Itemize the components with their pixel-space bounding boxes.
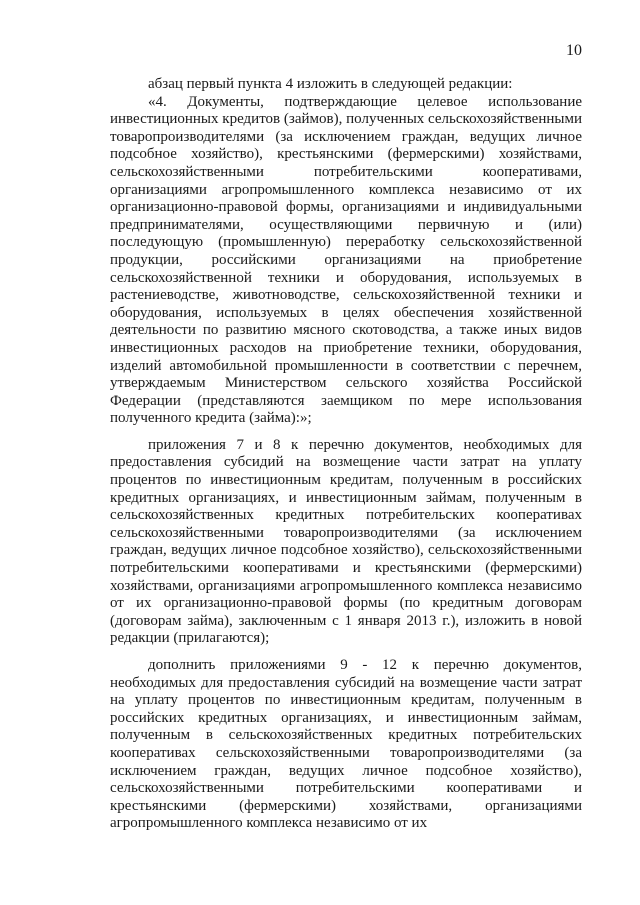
paragraph-item-4: «4. Документы, подтверждающие целевое использование инвестиционных кредитов (займов), полученных сельскохозяйственными товаропроизводителями (за исключением граждан, ведущих личное подсобное хозяйство), крестьянскими (фермерскими) хозяйствами, сельскохозяйственными потребительскими кооперативами, организациями агропромышленного комплекса независимо от их организационно-правовой формы, организациями и индивидуальными предпринимателями, осуществляющими первичную и (или) последующую (промышленную) переработку сельскохозяйственной продукции, российскими организациями на приобретение сельскохозяйственной техники и оборудования, используемых в растениеводстве, животноводстве, сельскохозяйственной техники и оборудования, используемых в целях обеспечения хозяйственной деятельности по развитию мясного скотоводства, а также иных видов инвестиционных расходов на приобретение техники, оборудования, изделий автомобильной промышленности в соответствии с перечнем, утверждаемым Министерством сельского хозяйства Российской Федерации (представляются заемщиком по мере использования полученного кредита (займа):»; xyxy=(110,93,582,427)
document-body xyxy=(110,76,582,833)
paragraph-intro: абзац первый пункта 4 изложить в следующей редакции: xyxy=(148,76,513,92)
paragraph-appendices-7-8: приложения 7 и 8 к перечню документов, необходимых для предоставления субсидий на возмещение части затрат на уплату процентов по инвестиционным кредитам, полученным в российских кредитных организациях, и инвестиционным займам, полученным в сельскохозяйственных кредитных потребительских кооперативах сельскохозяйственными товаропроизводителями (за исключением граждан, ведущих личное подсобное хозяйство), сельскохозяйственными потребительскими кооперативами и крестьянскими (фермерскими) хозяйствами, организациями агропромышленного комплекса независимо от их организационно-правовой формы (по кредитным договорам (договорам займа), заключенным с 1 января 2013 г.), изложить в новой редакции (прилагаются); xyxy=(110,436,582,647)
page-number: 10 xyxy=(566,42,582,59)
paragraph-appendices-9-12: дополнить приложениями 9 - 12 к перечню документов, необходимых для предоставления субсидий на возмещение части затрат на уплату процентов по инвестиционным кредитам, полученным в российских кредитных организациях, и инвестиционным займам, полученным в сельскохозяйственных кредитных потребительских кооперативах сельскохозяйственными товаропроизводителями (за исключением граждан, ведущих личное подсобное хозяйство), сельскохозяйственными потребительскими кооперативами и крестьянскими (фермерскими) хозяйствами, организациями агропромышленного комплекса независимо от их xyxy=(110,657,582,832)
